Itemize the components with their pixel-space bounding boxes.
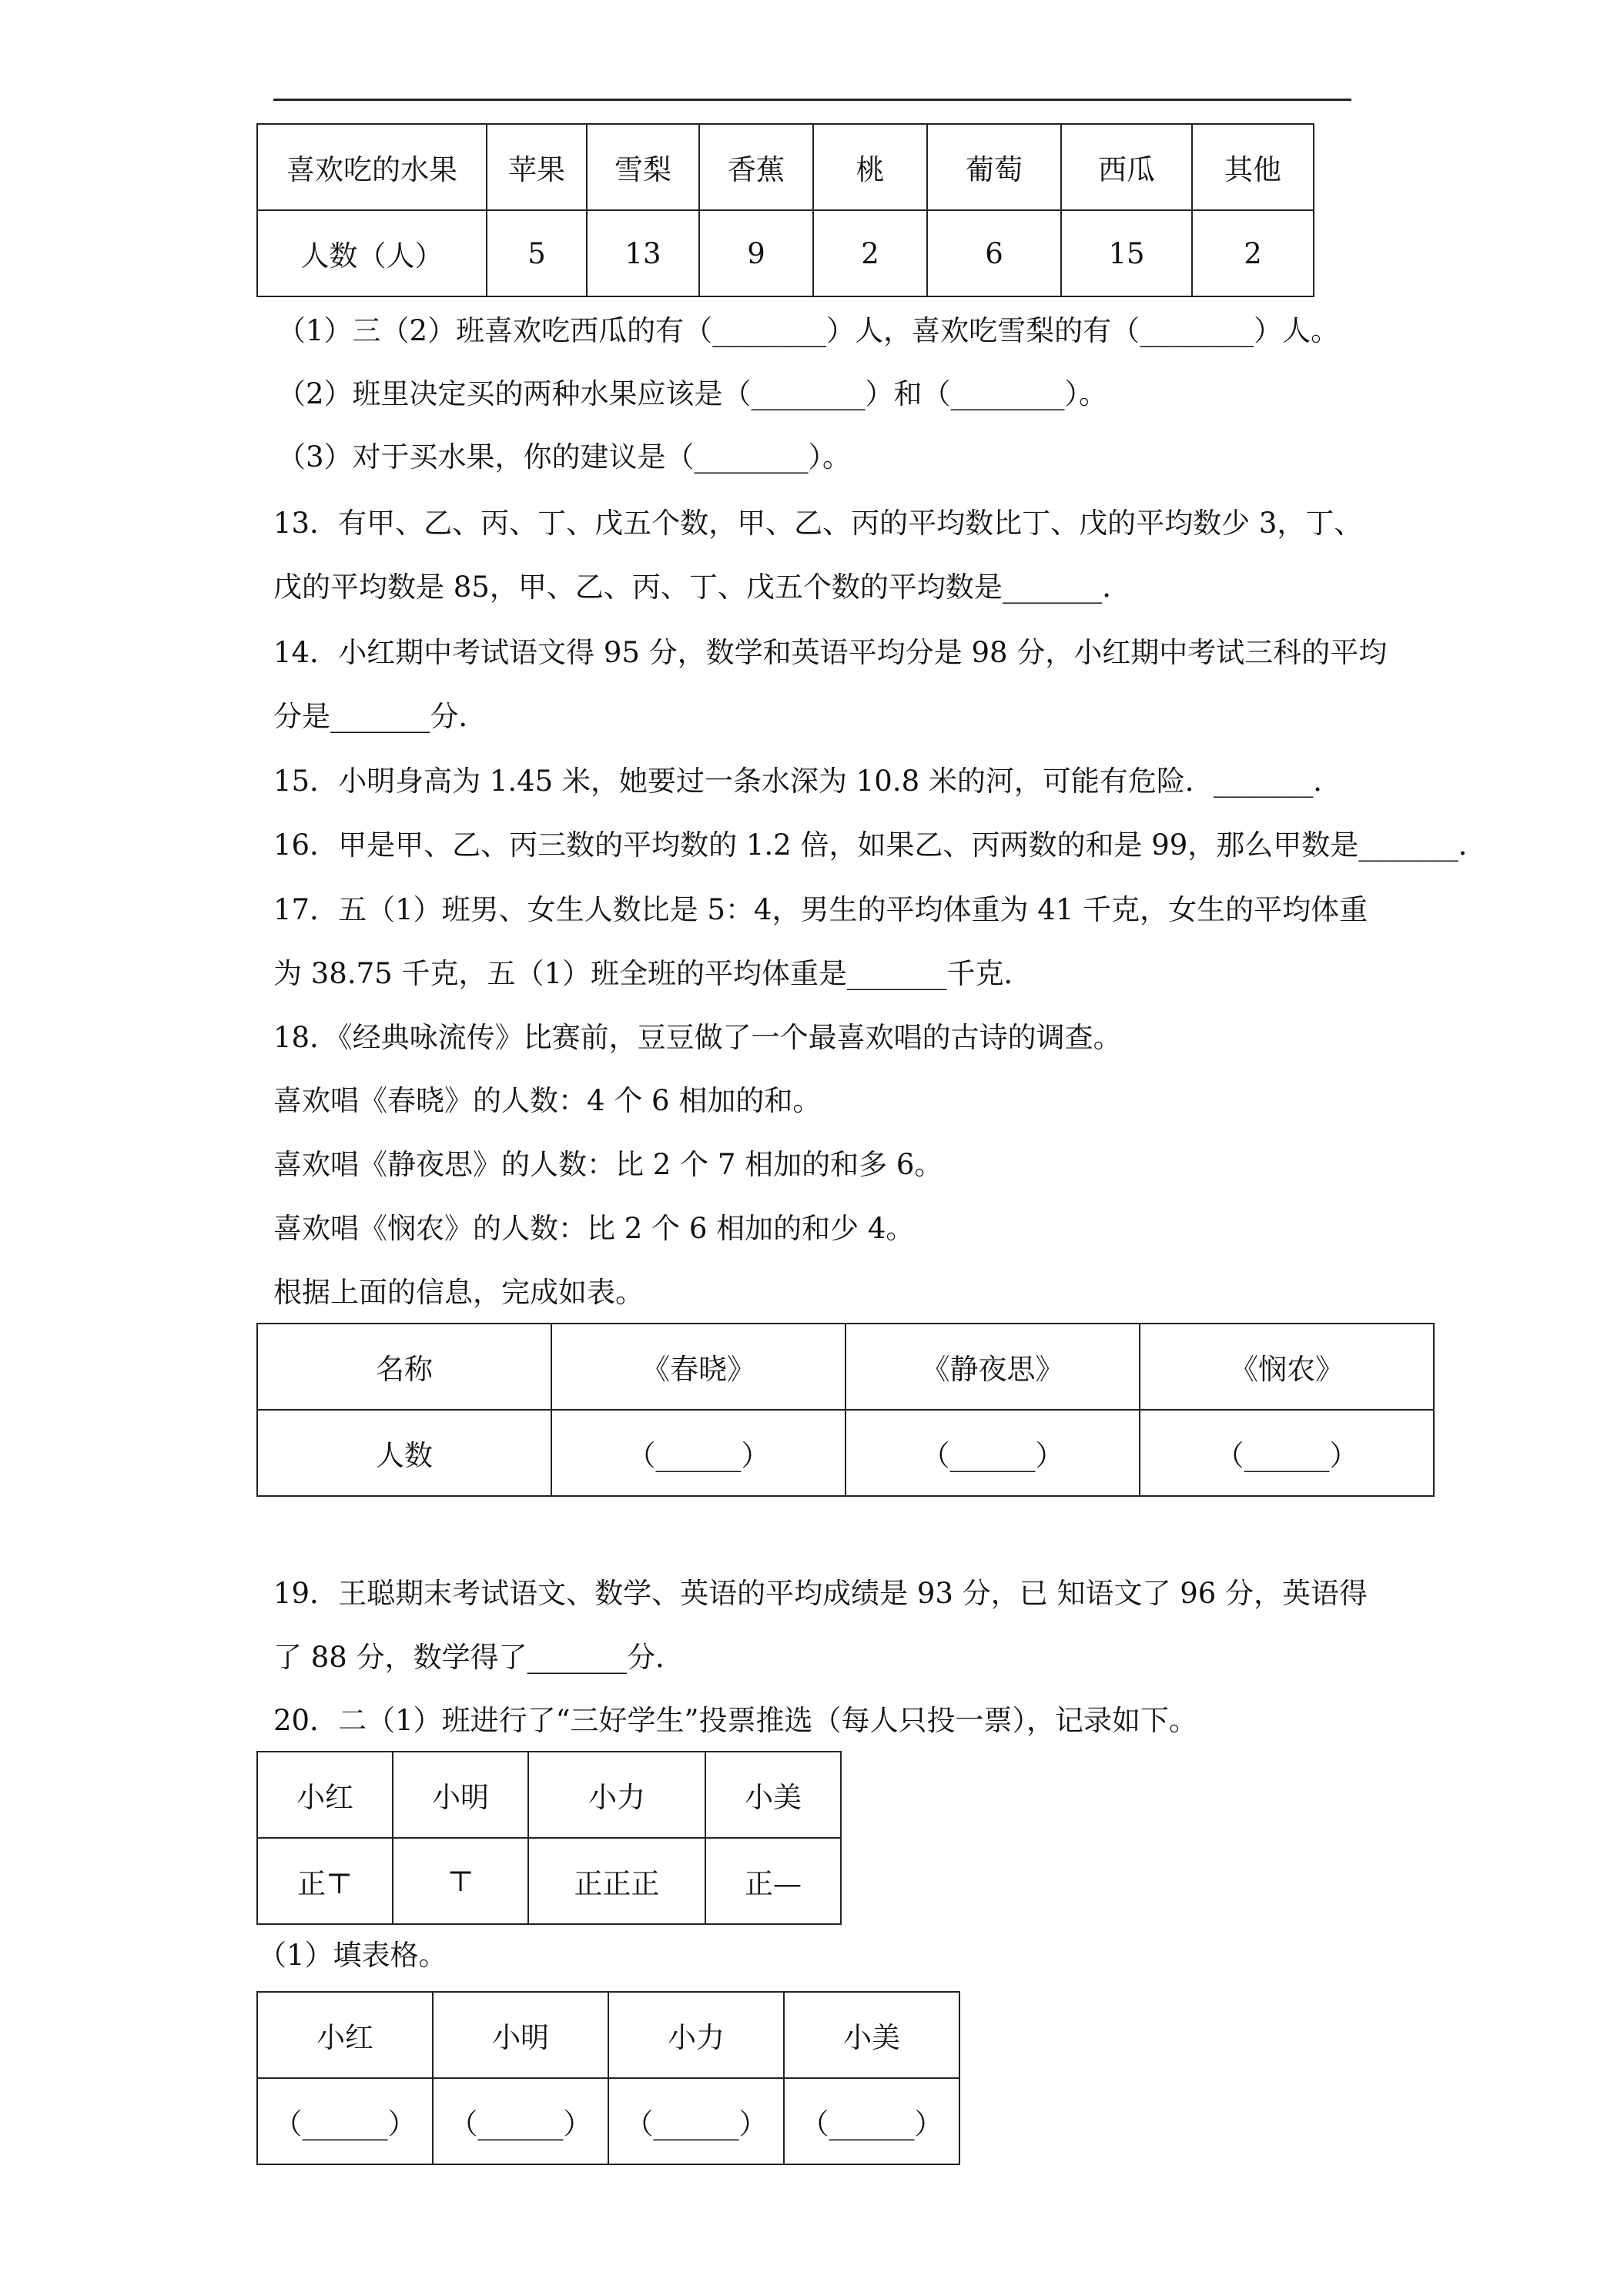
- table-cell: 名称: [257, 1324, 551, 1410]
- table-row: [257, 1992, 959, 2078]
- table-cell: 2: [1192, 210, 1314, 296]
- answer-blank[interactable]: （______）: [433, 2078, 608, 2164]
- q18-line-3: 喜欢唱《静夜思》的人数：比 2 个 7 相加的和多 6。: [273, 1148, 943, 1181]
- table-cell: 小美: [705, 1752, 841, 1838]
- q17-line-1: 17．五（1）班男、女生人数比是 5：4，男生的平均体重为 41 千克，女生的平均体重: [273, 893, 1368, 926]
- table-row: [257, 1838, 841, 1924]
- table-row: [257, 210, 1314, 296]
- q12-line-3: （3）对于买水果，你的建议是（________）。: [277, 440, 852, 474]
- table-cell: 香蕉: [699, 124, 813, 210]
- tally-cell: ⊤: [393, 1838, 528, 1924]
- table-cell: 小明: [433, 1992, 608, 2078]
- q13-line-1: 13．有甲、乙、丙、丁、戊五个数，甲、乙、丙的平均数比丁、戊的平均数少 3，丁、: [273, 507, 1363, 540]
- table-row: [257, 1752, 841, 1838]
- q18-line-2: 喜欢唱《春晓》的人数：4 个 6 相加的和。: [273, 1084, 822, 1117]
- table-cell: 2: [813, 210, 927, 296]
- answer-blank[interactable]: （______）: [1140, 1410, 1434, 1496]
- header-rule: [273, 99, 1351, 101]
- table-row: [257, 1324, 1434, 1410]
- table-cell: 西瓜: [1061, 124, 1192, 210]
- table-cell: 5: [487, 210, 587, 296]
- q18-line-5: 根据上面的信息，完成如表。: [273, 1276, 644, 1309]
- table-cell: 小明: [393, 1752, 528, 1838]
- answer-blank[interactable]: （______）: [845, 1410, 1140, 1496]
- table-row: [257, 124, 1314, 210]
- vote-table: [256, 1751, 842, 1925]
- tally-cell: 正正正: [528, 1838, 705, 1924]
- table-cell: 人数（人）: [257, 210, 487, 296]
- answer-blank[interactable]: （______）: [551, 1410, 845, 1496]
- q19-line-1: 19．王聪期末考试语文、数学、英语的平均成绩是 93 分，已 知语文了 96 分，英语得: [273, 1577, 1368, 1610]
- answer-blank[interactable]: （______）: [257, 2078, 433, 2164]
- tally-cell: 正—: [705, 1838, 841, 1924]
- table-cell: 人数: [257, 1410, 551, 1496]
- fill-table: [256, 1991, 960, 2165]
- table-cell: 《静夜思》: [845, 1324, 1140, 1410]
- q17-line-2: 为 38.75 千克，五（1）班全班的平均体重是_______千克．: [273, 957, 1033, 990]
- table-cell: 雪梨: [587, 124, 699, 210]
- table-cell: 葡萄: [927, 124, 1061, 210]
- answer-blank[interactable]: （______）: [784, 2078, 959, 2164]
- q19-line-2: 了 88 分，数学得了_______分．: [273, 1641, 685, 1674]
- table-cell: 小美: [784, 1992, 959, 2078]
- q14-line-1: 14．小红期中考试语文得 95 分，数学和英语平均分是 98 分，小红期中考试三科的平均: [273, 636, 1388, 669]
- table-cell: 小力: [608, 1992, 784, 2078]
- table-cell: 苹果: [487, 124, 587, 210]
- table-cell: 小红: [257, 1992, 433, 2078]
- table-cell: 喜欢吃的水果: [257, 124, 487, 210]
- fruit-table: [256, 123, 1314, 297]
- q13-line-2: 戊的平均数是 85，甲、乙、丙、丁、戊五个数的平均数是_______．: [273, 571, 1131, 604]
- table-cell: 9: [699, 210, 813, 296]
- answer-blank[interactable]: （______）: [608, 2078, 784, 2164]
- q14-line-2: 分是_______分．: [273, 700, 487, 733]
- table-cell: 小力: [528, 1752, 705, 1838]
- table-cell: 其他: [1192, 124, 1314, 210]
- table-cell: 桃: [813, 124, 927, 210]
- table-cell: 小红: [257, 1752, 393, 1838]
- table-cell: 6: [927, 210, 1061, 296]
- q18-line-4: 喜欢唱《悯农》的人数：比 2 个 6 相加的和少 4。: [273, 1212, 915, 1245]
- table-cell: 15: [1061, 210, 1192, 296]
- q15: 15．小明身高为 1.45 米，她要过一条水深为 10.8 米的河，可能有危险．_______．: [273, 765, 1342, 798]
- q12-line-1: （1）三（2）班喜欢吃西瓜的有（________）人，喜欢吃雪梨的有（________）人。: [277, 314, 1340, 347]
- q20-sub: （1）填表格。: [258, 1939, 447, 1972]
- table-row: [257, 2078, 959, 2164]
- q12-line-2: （2）班里决定买的两种水果应该是（________）和（________）。: [277, 377, 1108, 410]
- q20: 20．二（1）班进行了“三好学生”投票推选（每人只投一票），记录如下。: [273, 1704, 1197, 1737]
- q16: 16．甲是甲、乙、丙三数的平均数的 1.2 倍，如果乙、丙两数的和是 99，那么甲数是_______．: [273, 828, 1487, 862]
- table-cell: 《悯农》: [1140, 1324, 1434, 1410]
- table-row: [257, 1410, 1434, 1496]
- q18-line-1: 18．《经典咏流传》比赛前，豆豆做了一个最喜欢唱的古诗的调查。: [273, 1021, 1122, 1054]
- poem-table: [256, 1323, 1435, 1497]
- table-cell: 《春晓》: [551, 1324, 845, 1410]
- table-cell: 13: [587, 210, 699, 296]
- tally-cell: 正⊤: [257, 1838, 393, 1924]
